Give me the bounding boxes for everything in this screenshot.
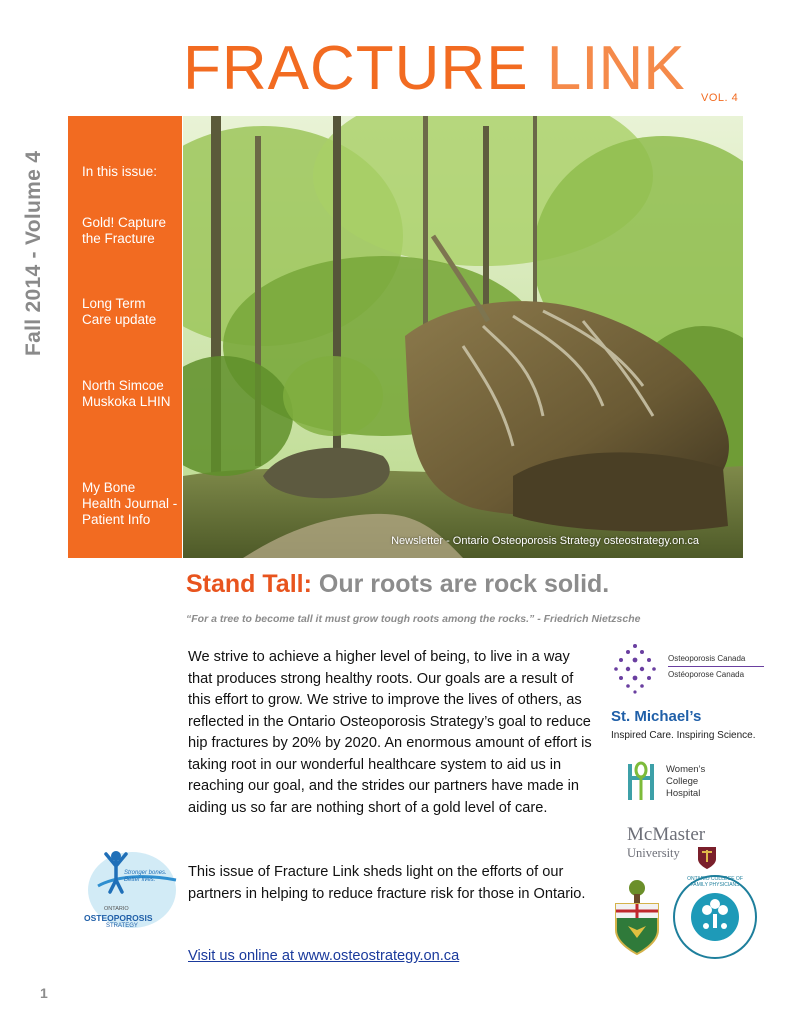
photo-caption: Newsletter - Ontario Osteoporosis Strategy osteostrategy.on.ca <box>391 535 699 547</box>
st-michaels-tagline: Inspired Care. Inspiring Science. <box>611 730 756 741</box>
st-michaels-logo <box>611 708 771 746</box>
oos-org-line-1: ONTARIO <box>104 906 129 912</box>
newsletter-title <box>183 34 685 103</box>
headline-lead: Stand Tall: <box>186 570 312 598</box>
season-label: Fall 2014 - Volume 4 <box>22 150 45 356</box>
sidebar-item-gold: Gold! Capture the Fracture <box>82 215 167 246</box>
mcmaster-line-2: University <box>627 846 680 860</box>
oc-divider <box>668 666 764 667</box>
ocfp-name: ONTARIO COLLEGE OF FAMILY PHYSICIANS <box>687 876 743 888</box>
body-paragraph-2: This issue of Fracture Link sheds light on the efforts of our partners in helping to reduce fracture risk for those in Ontario. <box>188 864 586 902</box>
sidebar-item-lhin: North Simcoe Muskoka LHIN <box>82 378 171 409</box>
oc-line-2: Ostéoporose Canada <box>668 670 745 679</box>
title-word-fracture: FRACTURE <box>183 34 529 103</box>
volume-label: VOL. 4 <box>701 92 739 104</box>
sidebar-item-bone-health-journal: My Bone Health Journal - Patient Info <box>82 480 178 527</box>
dots-icon <box>610 642 660 694</box>
crest-shield-icon <box>612 878 662 958</box>
forest-rock-illustration <box>183 116 743 558</box>
cover-photo <box>183 116 743 558</box>
headline <box>186 570 609 599</box>
nietzsche-quote: “For a tree to become tall it must grow tough roots among the rocks.” - Friedrich Nietzsche <box>186 613 641 625</box>
mcmaster-line-1: McMaster <box>627 824 706 845</box>
osteoporosis-canada-logo <box>610 642 760 696</box>
body-paragraph-1: We strive to achieve a higher level of being, to live in a way that produces strong healthy roots. Our goals are a result of this effort to grow. We strive to improve the lives of others, as reflected in the Ontario Osteoporosis Strategy’s goal to reduce hip fractures by 20% by 2020. An enormous amount of effort is taking root in our wonderful healthcare system to aid us in reaching our goal, and the strides our partners have made in aiding us so far are nothing short of a gold level of care. <box>188 649 592 816</box>
oos-tagline-1: Stronger bones. <box>124 870 167 876</box>
issue-sidebar <box>68 116 182 558</box>
mcmaster-crest-icon <box>697 846 717 870</box>
website-link[interactable]: Visit us online at www.osteostrategy.on.ca <box>188 948 460 964</box>
ankh-icon <box>626 760 656 800</box>
wch-line-3: Hospital <box>666 788 701 799</box>
oos-tagline-2: Better lives. <box>124 877 156 883</box>
headline-rest: Our roots are rock solid. <box>318 570 610 598</box>
oos-logo <box>76 846 180 934</box>
oos-org-line-3: STRATEGY <box>106 923 138 929</box>
wch-line-1: Women’s <box>666 764 706 775</box>
ontario-crest-logo <box>612 878 662 958</box>
womens-college-logo <box>626 760 736 804</box>
sidebar-item-long-term-care: Long Term Care update <box>82 296 157 327</box>
page-number: 1 <box>40 985 48 1001</box>
mcmaster-logo <box>627 824 737 874</box>
oos-org-line-2: OSTEOPOROSIS <box>84 913 153 923</box>
st-michaels-name: St. Michael’s <box>611 708 702 725</box>
oc-line-1: Osteoporosis Canada <box>668 654 746 663</box>
ocfp-logo <box>672 874 758 960</box>
sidebar-heading: In this issue: <box>82 164 158 179</box>
title-word-link: LINK <box>546 34 685 103</box>
wch-line-2: College <box>666 776 699 787</box>
